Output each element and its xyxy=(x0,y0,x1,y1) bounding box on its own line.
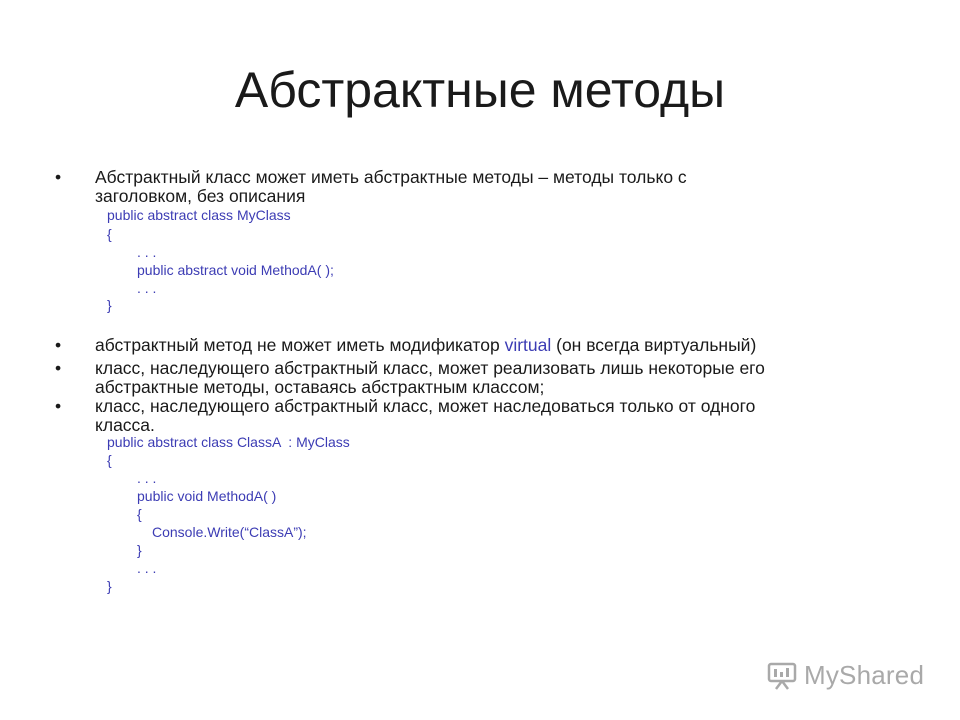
slide-title: Абстрактные методы xyxy=(234,62,726,118)
code-line: { xyxy=(137,506,142,522)
bullet-text xyxy=(95,336,895,355)
code-line: { xyxy=(107,452,112,468)
code-line: } xyxy=(137,542,142,558)
code-line: Console.Write(“ClassA”); xyxy=(152,524,307,540)
bullet-text-prefix: абстрактный метод не может иметь модификатор xyxy=(95,335,505,355)
bullet-text xyxy=(95,168,895,206)
virtual-keyword: virtual xyxy=(504,335,552,355)
bullet-line: класса. xyxy=(95,415,155,435)
code-line: { xyxy=(107,226,112,242)
code-line: public abstract void MethodA( ); xyxy=(137,262,334,278)
code-line: . . . xyxy=(137,280,157,296)
code-line: . . . xyxy=(137,244,157,260)
bullet-line: Абстрактный класс может иметь абстрактные методы – методы только с xyxy=(95,167,687,187)
bullet-text xyxy=(95,397,895,435)
bullet-dot: • xyxy=(55,167,62,187)
code-line: public void MethodA( ) xyxy=(137,488,277,504)
bullet-text-suffix: (он всегда виртуальный) xyxy=(551,335,757,355)
code-line: . . . xyxy=(137,470,157,486)
watermark xyxy=(766,658,936,692)
code-line: . . . xyxy=(137,560,157,576)
bullet-dot: • xyxy=(55,396,62,416)
bullet-dot: • xyxy=(55,335,62,355)
bullet-line: класс, наследующего абстрактный класс, может наследоваться только от одного xyxy=(95,396,756,416)
code-line: public abstract class ClassA : MyClass xyxy=(107,434,350,450)
bullet-dot: • xyxy=(55,358,62,378)
watermark-text: MyShared xyxy=(804,659,925,690)
code-line: } xyxy=(107,297,112,313)
presentation-board-icon xyxy=(766,659,798,691)
code-line: public abstract class MyClass xyxy=(107,207,291,223)
code-line: } xyxy=(107,578,112,594)
bullet-line: заголовком, без описания xyxy=(95,186,306,206)
bullet-line: абстрактные методы, оставаясь абстрактным классом; xyxy=(95,377,545,397)
bullet-line: класс, наследующего абстрактный класс, может реализовать лишь некоторые его xyxy=(95,358,765,378)
bullet-text xyxy=(95,359,895,397)
